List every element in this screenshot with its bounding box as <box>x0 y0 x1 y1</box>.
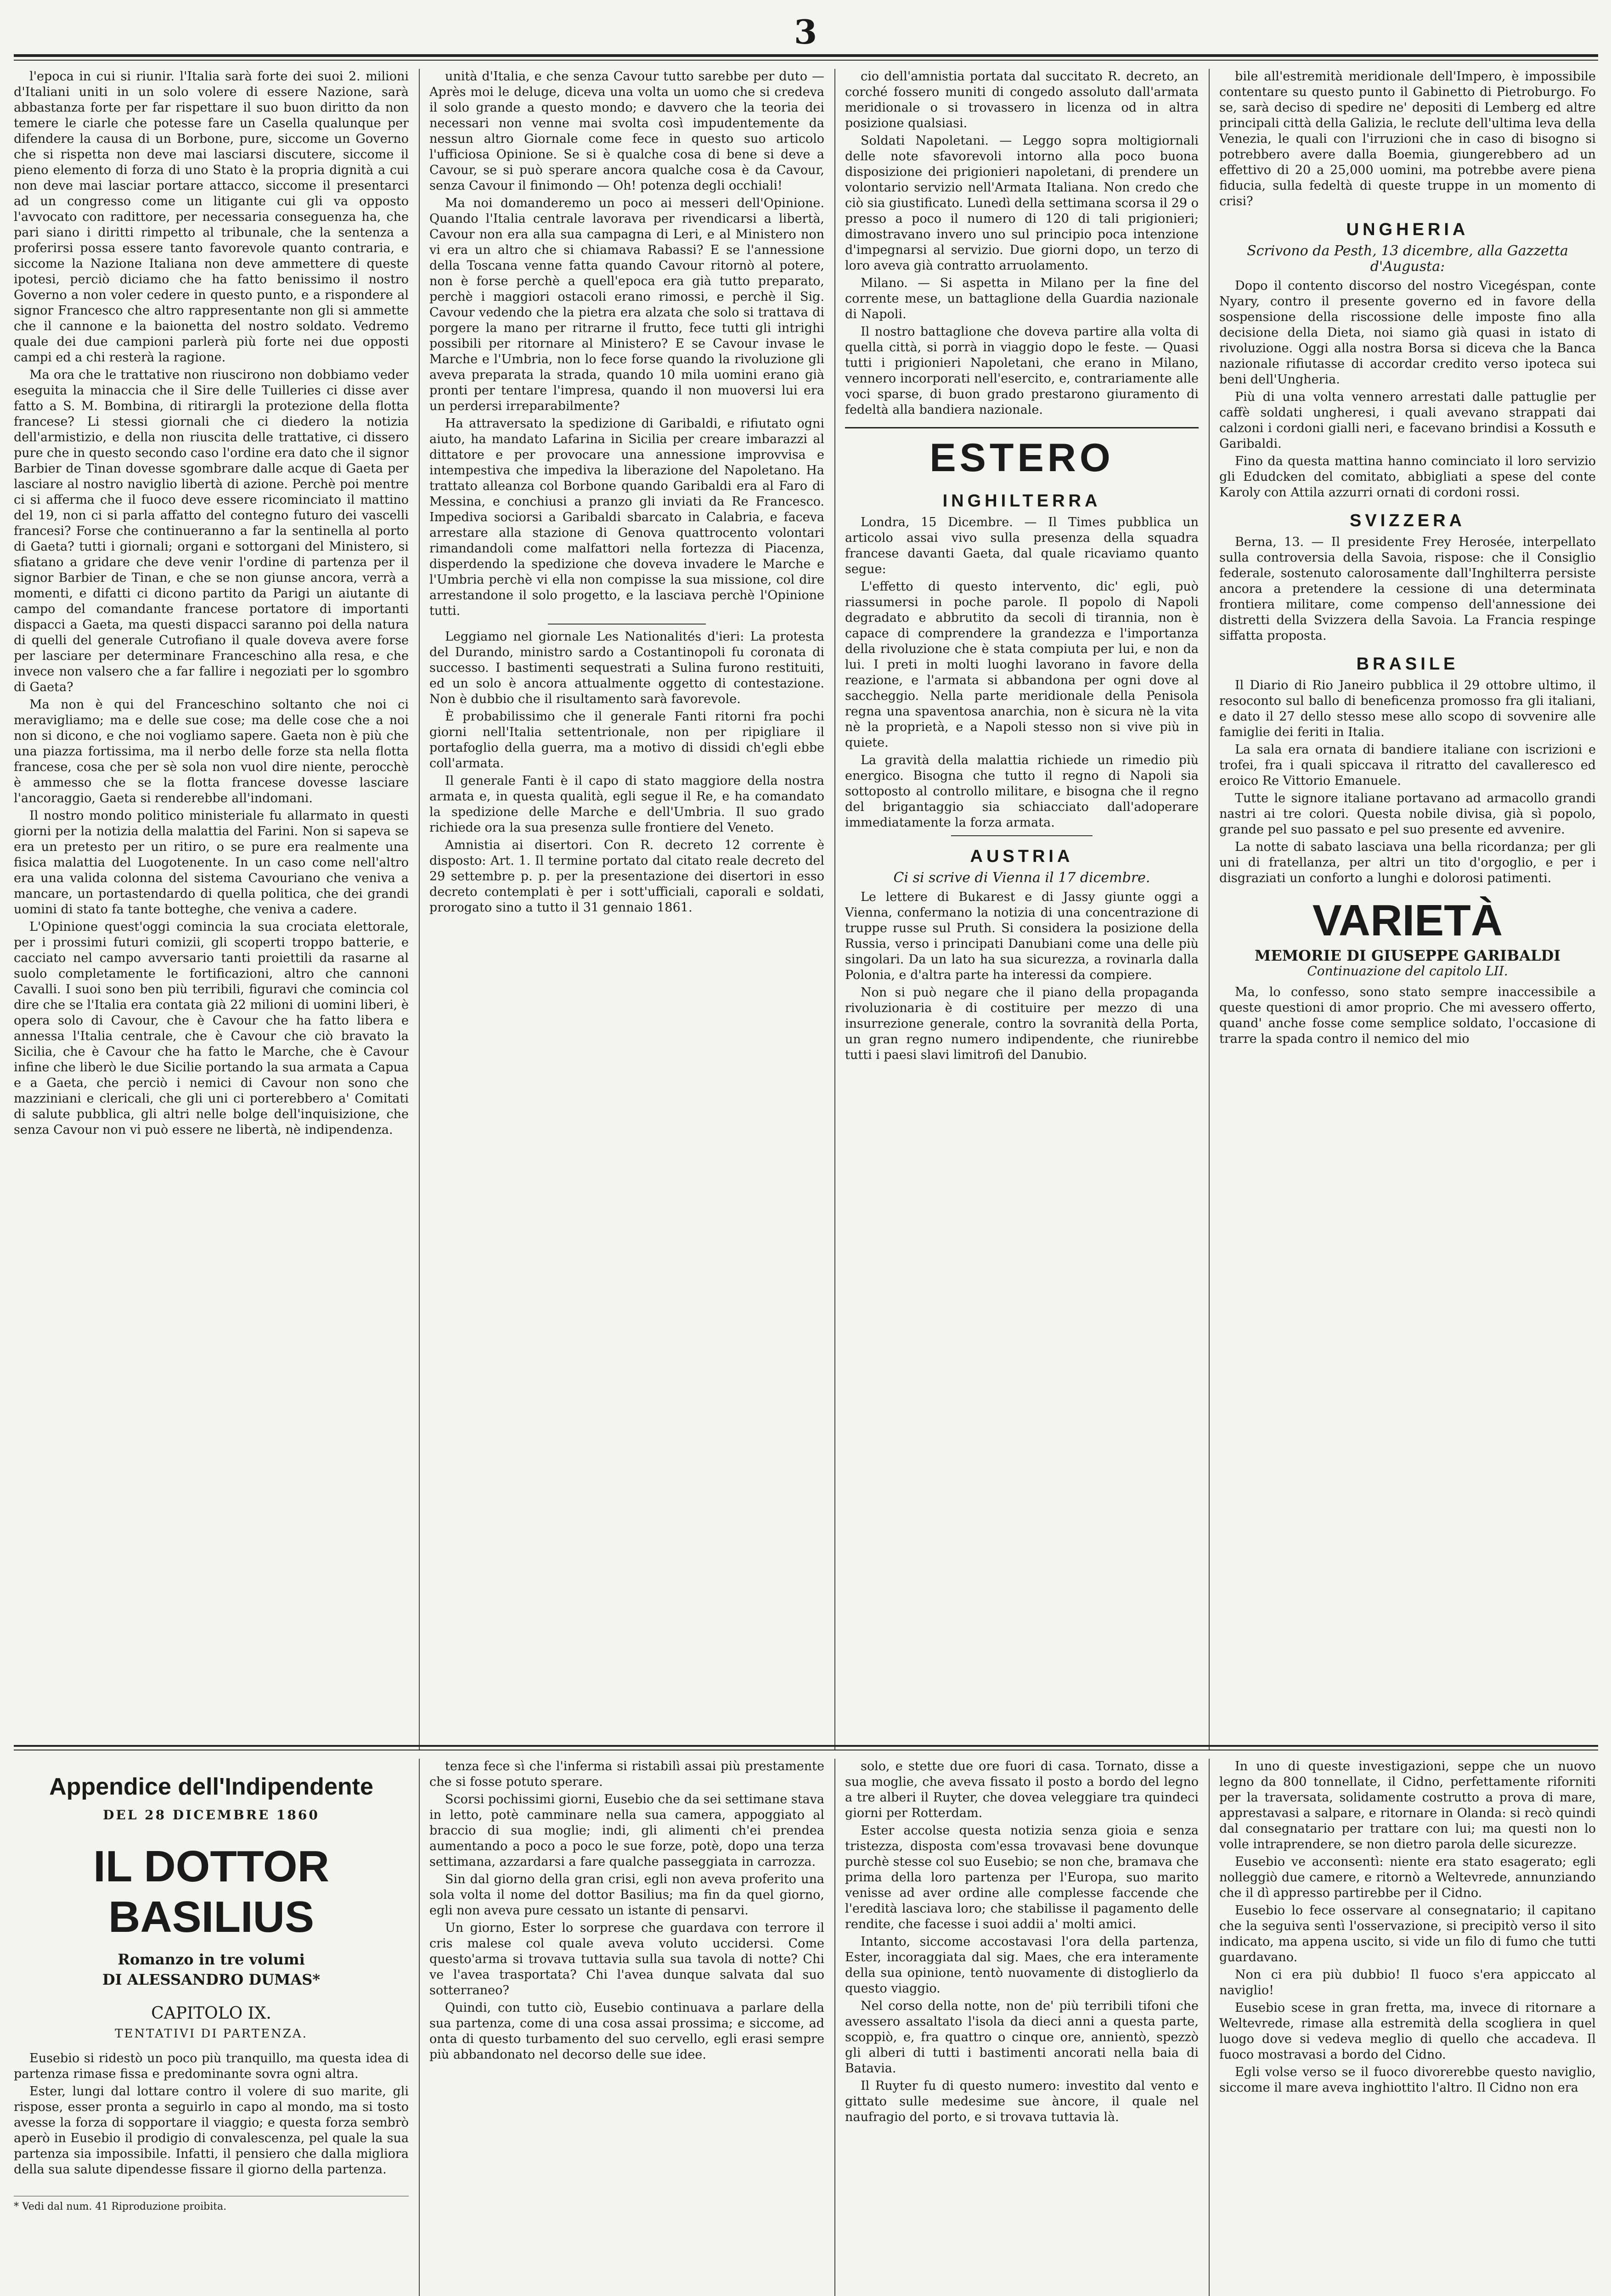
article-paragraph: Milano. — Si aspetta in Milano per la fine del corrente mese, un battaglione della Guardia nazionale di Napoli. <box>845 276 1199 321</box>
column-2 <box>429 69 824 1736</box>
article-paragraph: Più di una volta vennero arrestati dalle pattuglie per caffè soldati ungheresi, i quali avevano strappati dai calzoni i cordoni gialli neri, e facevano brindisi a Kossuth e Garibaldi. <box>1219 390 1596 451</box>
separator <box>951 835 1093 836</box>
section-title-ungheria: UNGHERIA <box>1346 220 1469 239</box>
column-divider <box>1209 69 1210 1750</box>
novel-paragraph: Eusebio ve acconsentì: niente era stato esagerato; egli nolleggiò due camere, e ritornò a Weltevrede, annunziando che il dì appresso partirebbe per il Cidno. <box>1219 1855 1596 1900</box>
article-paragraph: Ma non è qui del Franceschino soltanto che noi ci meravigliamo; ma e delle sue cose; ma delle cose che a noi non si dicono, e che noi vogliamo sapere. Gaeta non è più che una piazza fortissima, ma il nerbo delle forze sta nella flotta francese, cosa che per sè sola non vuol dire niente, perocchè è ammesso che se la flotta francese dovesse lasciare l'ancoraggio, Gaeta si renderebbe all'indomani. <box>14 698 409 805</box>
section-title-estero: ESTERO <box>845 427 1199 481</box>
novel-author: DI ALESSANDRO DUMAS* <box>102 1971 321 1988</box>
novel-paragraph: Non ci era più dubbio! Il fuoco s'era appiccato al naviglio! <box>1219 1968 1596 1998</box>
article-paragraph: La gravità della malattia richiede un rimedio più energico. Bisogna che tutto il regno di Napoli sia sottoposto al controllo militare, e bisogna che il regno del brigantaggio sia schiacciato dall'adoperare immediatamente la forza armata. <box>845 753 1199 830</box>
section-title-austria: AUSTRIA <box>970 847 1074 866</box>
appendix-heading: Appendice dell'Indipendente <box>49 1773 373 1800</box>
novel-subtitle: Romanzo in tre volumi <box>118 1951 305 1968</box>
appendix-column-1 <box>14 1759 409 2296</box>
article-paragraph: L'Opinione quest'oggi comincia la sua crociata elettorale, per i prossimi futuri comizii, gli scoperti troppo batterie, e cacciato nel campo avversario tanti proiettili da rasarne al suolo completamente le fortificazioni, altro che cannoni Cavalli. I suoi sono ben più terribili, figuravi che comincia col dire che se l'Italia era contata già 22 milioni di uomini liberi, è opera solo di Cavour, che è Cavour che ha fatto libera e annessa l'Italia centrale, che è Cavour che ciò bravato la Sicilia, che è Cavour che ha fatto le Marche, che è Cavour infine che liberò le due Sicilie portando la sua armata a Capua e a Gaeta, che perciò i nemici di Cavour non sono che mazziniani e clericali, che gli uni ci porterebbero a' Comitati di salute pubblica, gli altri nelle bolge dell'inquisizione, che senza Cavour non vi può essere ne libertà, nè indipendenza. <box>14 920 409 1137</box>
article-paragraph: Il Diario di Rio Janeiro pubblica il 29 ottobre ultimo, il resoconto sul ballo di beneficenza promosso fra gli italiani, e dato il 27 dello stesso mese allo scopo di sovvenire alle famiglie dei feriti in Italia. <box>1219 678 1596 739</box>
memorie-title: MEMORIE DI GIUSEPPE GARIBALDI <box>1254 947 1561 964</box>
column-1 <box>14 69 409 1736</box>
chapter-title: CAPITOLO IX. <box>151 2004 271 2023</box>
appendix-column-4 <box>1219 1759 1596 2296</box>
article-paragraph: Berna, 13. — Il presidente Frey Herosée, interpellato sulla controversia della Savoia, rispose: che il Consiglio federale, sostenuto calorosamente dall'Inghilterra persiste ancora a pretendere la cessione di una determinata frontiera militare, come compenso dell'annessione dei distretti della Svizzera della Savoia. La Francia respinge siffatta proposta. <box>1219 535 1596 643</box>
article-paragraph: cio dell'amnistia portata dal succitato R. decreto, an corché fossero muniti di congedo assoluto dall'armata meridionale o si trovassero in licenza od in altra posizione qualsiasi. <box>845 69 1199 130</box>
novel-paragraph: Eusebio lo fece osservare al consegnatario; il capitano che la seguiva sentì l'osservazione, si precipitò verso il sito indicato, ma appena uscito, si vide un filo di fumo che tutti guardavano. <box>1219 1903 1596 1964</box>
novel-paragraph: Sin dal giorno della gran crisi, egli non aveva proferito una sola volta il nome del dottor Basilius; ma fin da quel giorno, egli non aveva pure cessato un istante di pensarvi. <box>429 1872 824 1918</box>
column-divider <box>834 1759 835 2296</box>
article-paragraph: Non si può negare che il piano della propaganda rivoluzionaria è di costituire per mezzo di una insurrezione generale, contro la sovranità della Porta, un gran regno numero indipendente, che riunirebbe tutti i paesi slavi limitrofi del Danubio. <box>845 985 1199 1062</box>
article-paragraph: Leggiamo nel giornale Les Nationalités d'ieri: La protesta del Durando, ministro sardo a Costantinopoli fu coronata di successo. I bastimenti sequestrati a Sulina furono restituiti, ed un solo è ancora attualmente oggetto di contestazione. Non è dubbio che il risultamento sarà favorevole. <box>429 630 824 706</box>
chapter-subtitle: TENTATIVI DI PARTENZA. <box>115 2027 308 2041</box>
article-paragraph: È probabilissimo che il generale Fanti ritorni fra pochi giorni nell'Italia settentrionale, non per ripigliare il portafoglio della guerra, ma a motivo di dissidi ch'egli ebbe coll'armata. <box>429 709 824 771</box>
article-paragraph: La notte di sabato lasciava una bella ricordanza; per gli uni di fratellanza, per altri un tito d'orgoglio, e per i disgraziati un conforto a lunghi e dolorosi patimenti. <box>1219 840 1596 885</box>
article-paragraph: Londra, 15 Dicembre. — Il Times pubblica un articolo assai vivo sulla presenza della squadra francese davanti Gaeta, dal quale ricaviamo quanto segue: <box>845 515 1199 576</box>
novel-paragraph: Eusebio si ridestò un poco più tranquillo, ma questa idea di partenza rimase fissa e predominante sovra ogni altra. <box>14 2051 409 2081</box>
appendix-column-2 <box>429 1759 824 2296</box>
article-paragraph: Dopo il contento discorso del nostro Vicegéspan, conte Nyary, contro il presente governo ed in favore della sospensione della riscossione delle imposte fino alla decisione della Dieta, noi siamo già quasi in istato di rivoluzione. Oggi alla nostra Borsa si diceva che la Banca nazionale rifiutasse di accordar credito verso ipoteca sui beni dell'Ungheria. <box>1219 279 1596 387</box>
article-paragraph: Ma ora che le trattative non riuscirono non dobbiamo veder eseguita la minaccia che il Sire delle Tuilleries ci disse aver fatto a S. M. Bombina, di ritirargli la protezione della flotta francese? Li stessi giornali che ci diedero la notizia dell'armistizio, e della non riuscita delle trattative, ci dissero pure che in questo secondo caso l'ordine era dato che il signor Barbier de Tinan dovesse sgombrare dalle acque di Gaeta per lasciare al nostro naviglio libertà di azione. Perchè poi mentre ci si afferma che il fuoco deve essere ricominciato il mattino del 19, non ci si parla affatto del contegno futuro dei vascelli francesi? Forse che continueranno a far la sentinella al porto di Gaeta? tutti i giornali; organi e sottorgani del Ministero, si sfiatano a gridare che deve venir l'ordine di partenza per il signor Barbier de Tinan, e che se non giunse ancora, verrà a momenti, e difatti ci dicono partito da Parigi un aiutante di campo del comandante francese portatore di importanti dispacci a Gaeta, ma questi dispacci saranno poi della natura di quelli del generale Cutrofiano il quale doveva avere forse per lasciare per determinare Franceschino alla resa, e che invece non valsero che a far fallire i negoziati per lo sgombro di Gaeta? <box>14 368 409 694</box>
article-paragraph: La sala era ornata di bandiere italiane con iscrizioni e trofei, fra i quali spiccava il ritratto del cavalleresco ed eroico Re Vittorio Emanuele. <box>1219 743 1596 788</box>
article-paragraph: Il generale Fanti è il capo di stato maggiore della nostra armata e, in questa qualità, egli segue il Re, e ha comandato la spedizione delle Marche e dell'Umbria. Il suo grado richiede ora la sua presenza sulle frontiere del Veneto. <box>429 774 824 835</box>
novel-paragraph: Nel corso della notte, non de' più terribili tifoni che avessero assaltato l'isola da dieci anni a questa parte, scoppiò, e, fra quattro o cinque ore, annientò, spezzò gli alberi di tutti i bastimenti ancorati nella baia di Batavia. <box>845 1999 1199 2076</box>
continuation-note: Continuazione del capitolo LII. <box>1307 963 1508 979</box>
novel-paragraph: Eusebio scese in gran fretta, ma, invece di ritornare a Weltevrede, rimase alla estremità della scogliera in quel luogo dove si vedeva meglio di quello che accadeva. Il fuoco mostravasi a bordo del Cidno. <box>1219 2001 1596 2062</box>
novel-paragraph: Quindi, con tutto ciò, Eusebio continuava a parlare della sua partenza, come di una cosa assai prossima; e siccome, ad onta di questo turbamento del suo cervello, egli erasi sempre più abbandonato nel decorso delle sue idee. <box>429 2001 824 2062</box>
section-title-svizzera: SVIZZERA <box>1350 511 1465 530</box>
column-divider <box>419 1759 420 2296</box>
column-4 <box>1219 69 1596 1736</box>
dateline: Ci si scrive di Vienna il 17 dicembre. <box>893 870 1150 886</box>
separator <box>548 624 706 625</box>
page-number: 3 <box>794 12 817 51</box>
column-divider <box>834 69 835 1750</box>
article-paragraph: Ma noi domanderemo un poco ai messeri dell'Opinione. Quando l'Italia centrale lavorava per rivendicarsi a libertà, Cavour non era alla sua campagna di Leri, e al Ministero non vi era un altro che si chiamava Rabassi? E se l'annessione della Toscana venne fatta quando Cavour ritornò al potere, non è forse perchè a quell'epoca era già tutto preparato, perchè i maggiori ostacoli erano rimossi, e perchè il Sig. Cavour vedendo che la pietra era alzata che solo si trattava di porgere la mano per ritrarne il frutto, fece tutti gli intrighi possibili per ritornare al Ministero? E se Cavour invase le Marche e l'Umbria, non lo fece forse quando la rivoluzione gli aveva preparata la strada, quando 10 mila uomini erano già pronti per tentare l'impresa, quando il non muoversi lui era un perdersi irreparabilmente? <box>429 196 824 413</box>
novel-paragraph: Intanto, siccome accostavasi l'ora della partenza, Ester, incoraggiata dal sig. Maes, che era interamente della sua opinione, tentò nuovamente di distoglierlo da questo viaggio. <box>845 1935 1199 1996</box>
novel-paragraph: tenza fece sì che l'inferma si ristabilì assai più prestamente che si fosse potuto sperare. <box>429 1759 824 1789</box>
novel-paragraph: In uno di queste investigazioni, seppe che un nuovo legno da 800 tonnellate, il Cidno, perfettamente riforniti per la traversata, solidamente costrutto a prova di mare, apprestavasi a salpare, e ritornare in Olanda: si recò quindi dal consegnatario per trattare con lui; ma questi non lo volle intraprendere, se non dietro parola delle sicurezze. <box>1219 1759 1596 1851</box>
novel-paragraph: solo, e stette due ore fuori di casa. Tornato, disse a sua moglie, che aveva fissato il posto a bordo del legno a tre alberi il Ruyter, che dovea veleggiare tra quindeci giorni per Rotterdam. <box>845 1759 1199 1820</box>
article-paragraph: Ma, lo confesso, sono stato sempre inaccessibile a queste questioni di amor proprio. Che mi avessero offerto, quand' anche fosse come semplice soldato, l'occasione di trarre la spada contro il nemico del mio <box>1219 985 1596 1046</box>
article-paragraph: Il nostro mondo politico ministeriale fu allarmato in questi giorni per la notizia della malattia del Farini. Non si sapeva se era un pretesto per un ritiro, o se pure era realmente una fisica malattia del Luogotenente. In un caso come nell'altro era una valida colonna del sistema Cavouriano che veniva a mancare, un portastendardo di quella politica, che dei grandi uomini di stato fa tante botteghe, che veniva a cadere. <box>14 809 409 917</box>
article-paragraph: Amnistia ai disertori. Con R. decreto 12 corrente è disposto: Art. 1. Il termine portato dal citato reale decreto del 29 settembre p. p. per la presentazione dei disertori in esso decreto contemplati è per i sott'ufficiali, caporali e soldati, prorogato sino a tutto il 31 gennaio 1861. <box>429 838 824 915</box>
novel-title: IL DOTTOR BASILIUS <box>93 1842 329 1941</box>
novel-paragraph: Un giorno, Ester lo sorprese che guardava con terrore il cris malese col quale aveva voluto uccidersi. Come questo'arma si trovava tuttavia sulla sua tavola di notte? Chi ve l'avea trasportata? Chi l'avea dunque salvata dal suo sotterraneo? <box>429 1921 824 1998</box>
appendix-date: DEL 28 DICEMBRE 1860 <box>103 1807 320 1823</box>
article-paragraph: unità d'Italia, e che senza Cavour tutto sarebbe per duto — Après moi le deluge, diceva una volta un uomo che si credeva il solo grande a questo mondo; e davvero che la teoria dei necessari non venne mai svolta così impudentemente da nessun altro Giornale come fece in questo suo articolo l'ufficiosa Opinione. Se si è qualche cosa di bene si deve a Cavour, se si può sperare ancora qualche cosa è da Cavour, senza Cavour il finimondo — Oh! potenza degli occhiali! <box>429 69 824 193</box>
column-3 <box>845 69 1199 1736</box>
article-paragraph: Fino da questa mattina hanno cominciato il loro servizio gli Edudcken del comitato, abbigliati a spese del conte Karoly con Attila azzurri ornati di cordoni rossi. <box>1219 454 1596 500</box>
article-paragraph: Il nostro battaglione che doveva partire alla volta di quella città, si porrà in viaggio dopo le feste. — Quasi tutti i prigionieri Napoletani, che erano in Milano, vennero incorporati nell'esercito, e, contrariamente alle voci sparse, di buon grado prestarono giuramento di fedeltà alla bandiera nazionale. <box>845 325 1199 417</box>
novel-paragraph: Scorsi pochissimi giorni, Eusebio che da sei settimane stava in letto, potè camminare nella sua camera, appoggiato al braccio di sua moglie; indi, gli alimenti ch'ei prendea aumentando a poco a poco le sue forze, potè, dopo una terza settimana, azzardarsi a fare qualche passeggiata in carrozza. <box>429 1792 824 1869</box>
novel-paragraph: Il Ruyter fu di questo numero: investito dal vento e gittato sulle medesime sue àncore, il quale nel naufragio del porto, e si trovava tuttavia là. <box>845 2079 1199 2124</box>
header-rule <box>14 54 1598 57</box>
section-title-brasile: BRASILE <box>1356 654 1459 674</box>
column-divider <box>1209 1759 1210 2296</box>
novel-paragraph: Ester, lungi dal lottare contro il volere di suo marite, gli rispose, esser pronta a seguirlo in capo al mondo, ma si tosto avesse la forza di sopportare il viaggio; e questa forza sembrò aperò in Eusebio il prodigio di convalescenza, pel quale la sua partenza sia impossibile. Infatti, il pensiero che dalla migliora della sua salute dipendesse fissare il giorno della partenza. <box>14 2084 409 2177</box>
appendix-column-3 <box>845 1759 1199 2296</box>
appendix-rule <box>14 1745 1598 1747</box>
article-paragraph: bile all'estremità meridionale dell'Impero, è impossibile contentare su questo punto il Gabinetto di Pietroburgo. Fo se, sarà deciso di spedire ne' depositi di Lemberg ed altre principali città della Galizia, le reclute dell'ultima leva della Venezia, le quali con l'irruzioni che in caso di bisogno si potrebbero avere dalla Boemia, giungerebbero ad un effettivo di 20 a 25,000 uomini, ma potrebbe avere piena fiducia, sulla fedeltà di queste truppe in un momento di crisi? <box>1219 69 1596 208</box>
section-title-varieta: VARIETÀ <box>1312 896 1503 945</box>
article-paragraph: Le lettere di Bukarest e di Jassy giunte oggi a Vienna, confermano la notizia di una concentrazione di truppe russe sul Pruth. Si considera la posizione della Russia, verso i principati Danubiani come una delle più singolari. Da un lato ha sua sicurezza, a rovinarla dalla Polonia, e d'altra parte ha interessi da compiere. <box>845 890 1199 982</box>
header-rule-thin <box>14 60 1598 61</box>
article-paragraph: l'epoca in cui si riunir. l'Italia sarà forte dei suoi 2. milioni d'Italiani uniti in un solo volere di essere Nazione, sarà abbastanza forte per far rispettare il suo buon diritto da non temere le ciarle che potesse fare un Casella qualunque per difendere la causa di un Borbone, pure, siccome un Governo che si rispetta non deve mai lasciarsi discutere, siccome il pieno elemento di forza di uno Stato è la propria dignità a cui non deve mai lasciar portare attacco, siccome il presentarci ad un congresso come un litigante cui gli va opposto l'avvocato con radittore, per necessaria conseguenza ha, che pari siano i diritti rimpetto al tribunale, che la sentenza a proferirsi possa essere tanto favorevole quanto contraria, e siccome la Nazione Italiana non deve ammettere di queste ipotesi, perciò diciamo che ha fatto benissimo il nostro Governo a non voler cedere in questo punto, e a rispondere al signor Francesco che altro rappresentante non gli si ammette che il cannone e la baionetta del nostro soldato. Vedremo quale dei due campioni parlerà più forte nei due opposti campi ed a chi resterà la ragione. <box>14 69 409 365</box>
article-paragraph: Soldati Napoletani. — Leggo sopra moltigiornali delle note sfavorevoli intorno alla poco buona disposizione dei prigionieri napoletani, di prendere un volontario servizio nell'Armata Italiana. Non credo che ciò sia giustificato. Lunedì della settimana scorsa il 29 o presso a poco il numero di 120 di tali prigionieri; dimostravano invero uno sul principio poca intenzione d'impegnarsi al servizio. Due giorni dopo, un terzo di loro aveva già contratto arruolamento. <box>845 134 1199 273</box>
article-paragraph: L'effetto di questo intervento, dic' egli, può riassumersi in poche parole. Il popolo di Napoli degradato e abbrutito da secoli di tirannia, non è capace di comprendere la grandezza e l'importanza della rivoluzione che è stata compiuta per lui, e non da lui. I preti in molti luoghi lavorano in favore della reazione, e l'armata si abbandona per ogni dove al saccheggio. Nella parte meridionale della Penisola regna una spaventosa anarchia, non è sicura nè la vita nè la proprietà, e a Napoli stesso non si vive più in quiete. <box>845 580 1199 750</box>
article-paragraph: Tutte le signore italiane portavano ad armacollo grandi nastri ai tre colori. Questa nobile divisa, già sì popolo, grande pel suo passato e pel suo presente ed avvenire. <box>1219 791 1596 837</box>
article-paragraph: Ha attraversato la spedizione di Garibaldi, e rifiutato ogni aiuto, ha mandato Lafarina in Sicilia per creare imbarazzi al dittatore e per provocare una annessione improvvisa e intempestiva che impediva la liberazione del Napoletano. Ha trattato alleanza col Borbone quando Garibaldi era al Faro di Messina, e conchiusi a pranzo gli inviati da Re Francesco. Impediva sociorsi a Garibaldi sbarcato in Calabria, e faceva arrestare alla stazione di Genova quattrocento volontari rimandandoli come malfattori nella fortezza di Piacenza, disperdendo la spedizione che doveva invadere le Marche e l'Umbria perchè vi ella non compisse la sua missione, col dire arrestandone il solo progetto, e la lasciava perchè l'Opinione tutti. <box>429 416 824 618</box>
column-divider <box>419 69 420 1750</box>
dateline: Scrivono da Pesth, 13 dicembre, alla Gazzetta d'Augusta: <box>1247 243 1568 275</box>
novel-paragraph: Ester accolse questa notizia senza gioia e senza tristezza, disposta com'essa trovavasi bene dovunque purchè stesse col suo Eusebio; se non che, bramava che prima della loro partenza per l'Europa, suo marito venisse ad aver ordine alle complesse faccende che l'eredità lasciava loro; che stabilisse il pagamento delle rendite, che facesse i suoi addii a' molti amici. <box>845 1823 1199 1931</box>
section-title-inghilterra: INGHILTERRA <box>942 491 1101 511</box>
footnote: * Vedi dal num. 41 Riproduzione proibita. <box>14 2196 409 2215</box>
novel-paragraph: Egli volse verso se il fuoco divorerebbe questo naviglio, siccome il mare aveva inghiottito l'altro. Il Cidno non era <box>1219 2065 1596 2095</box>
